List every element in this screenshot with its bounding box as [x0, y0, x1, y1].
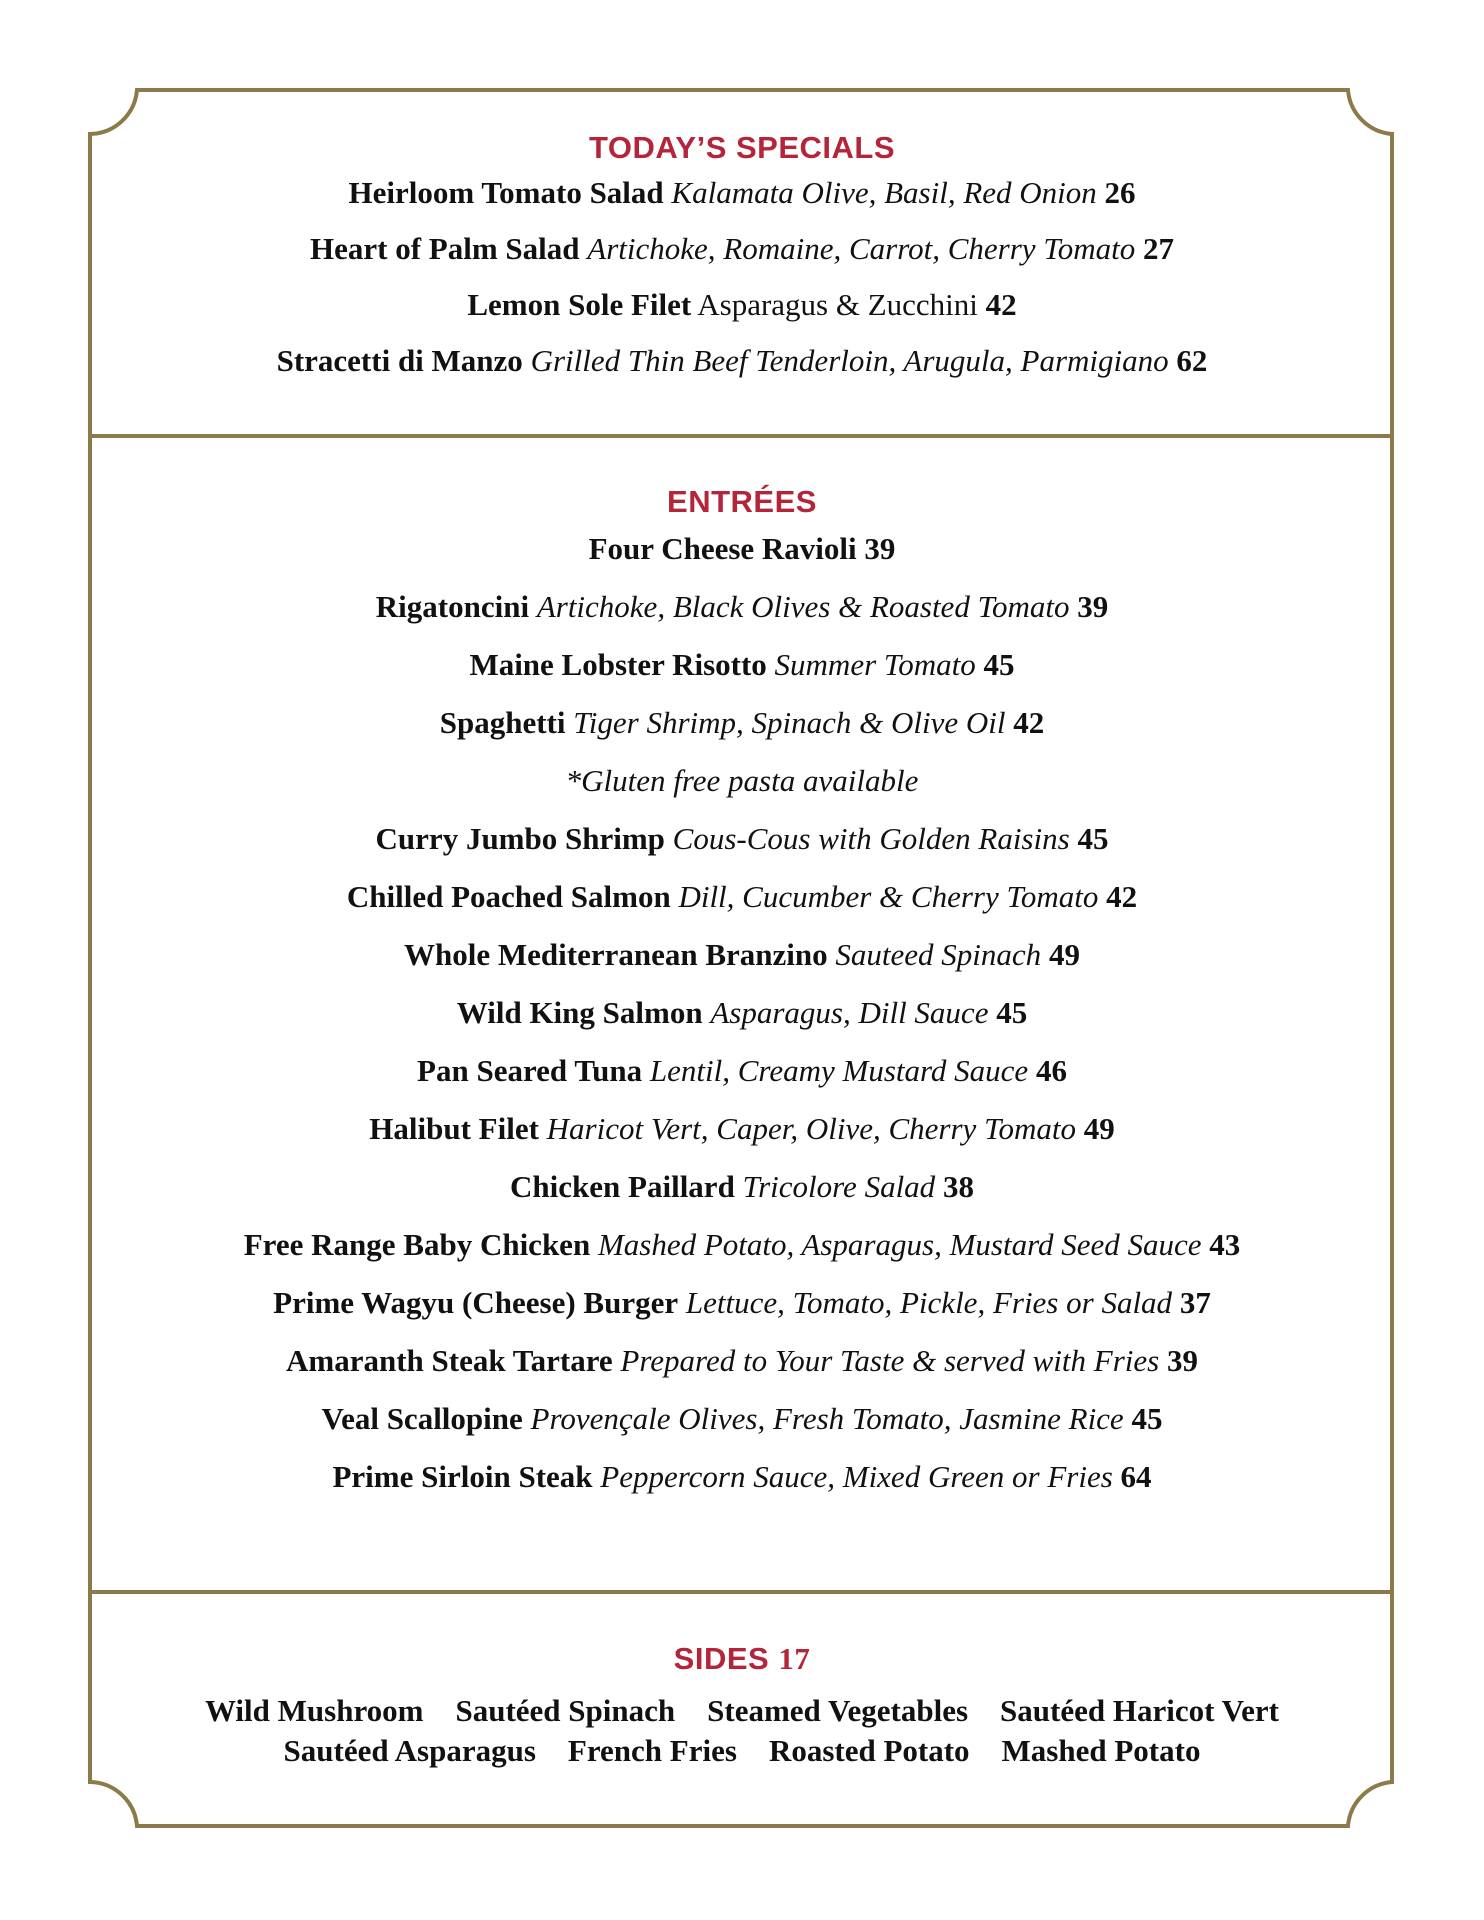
item-name: Lemon Sole Filet — [467, 287, 692, 322]
side-item: Roasted Potato — [768, 1733, 970, 1768]
item-name: Wild King Salmon — [456, 995, 703, 1030]
item-description: Tricolore Salad — [742, 1169, 936, 1204]
menu-item — [95, 1168, 1389, 1206]
item-price: 45 — [996, 995, 1028, 1030]
item-price: 43 — [1209, 1227, 1241, 1262]
entrees-heading: ENTRÉES — [667, 484, 817, 519]
item-name: Whole Mediterranean Branzino — [404, 937, 828, 972]
menu-item — [95, 174, 1389, 212]
menu-item — [95, 1284, 1389, 1322]
item-name: Maine Lobster Risotto — [469, 647, 767, 682]
side-item: Wild Mushroom — [204, 1693, 424, 1728]
item-price: 38 — [942, 1169, 974, 1204]
item-price: 39 — [1077, 589, 1109, 624]
item-name: Veal Scallopine — [321, 1401, 523, 1436]
item-name: Prime Sirloin Steak — [332, 1459, 593, 1494]
menu-item — [95, 704, 1389, 742]
item-name: Spaghetti — [439, 705, 566, 740]
menu-item — [95, 994, 1389, 1032]
menu-item — [95, 230, 1389, 268]
item-price: 42 — [985, 287, 1017, 322]
sides-row-1 — [95, 1691, 1389, 1731]
item-name: Chicken Paillard — [510, 1169, 735, 1204]
item-name: Heart of Palm Salad — [310, 231, 580, 266]
item-description: Lentil, Creamy Mustard Sauce — [649, 1053, 1029, 1088]
item-name: Amaranth Steak Tartare — [286, 1343, 613, 1378]
item-price: 45 — [1131, 1401, 1163, 1436]
item-description: Sauteed Spinach — [835, 937, 1042, 972]
menu-item — [95, 1052, 1389, 1090]
item-price: 42 — [1106, 879, 1138, 914]
menu-item — [95, 1458, 1389, 1496]
item-price: 39 — [1166, 1343, 1198, 1378]
specials-section — [95, 130, 1389, 398]
menu-item — [95, 588, 1389, 626]
item-name: Chilled Poached Salmon — [346, 879, 671, 914]
menu-item — [95, 342, 1389, 380]
item-price: 27 — [1142, 231, 1174, 266]
menu-note: *Gluten free pasta available — [565, 763, 919, 798]
sides-title: SIDES — [673, 1641, 770, 1676]
item-name: Prime Wagyu (Cheese) Burger — [273, 1285, 679, 1320]
item-description: Haricot Vert, Caper, Olive, Cherry Tomato — [546, 1111, 1076, 1146]
item-description: Cous-Cous with Golden Raisins — [672, 821, 1070, 856]
item-description: Prepared to Your Taste & served with Fries — [620, 1343, 1160, 1378]
item-name: Free Range Baby Chicken — [243, 1227, 591, 1262]
item-description: Artichoke, Romaine, Carrot, Cherry Tomato — [587, 231, 1136, 266]
menu-item — [95, 646, 1389, 684]
item-price: 62 — [1176, 343, 1208, 378]
sides-row-2 — [95, 1731, 1389, 1771]
side-item: Mashed Potato — [1001, 1733, 1201, 1768]
item-description: Provençale Olives, Fresh Tomato, Jasmine Rice — [530, 1401, 1124, 1436]
menu-item — [95, 530, 1389, 568]
item-description: Dill, Cucumber & Cherry Tomato — [678, 879, 1099, 914]
item-price: 46 — [1035, 1053, 1067, 1088]
item-name: Stracetti di Manzo — [276, 343, 523, 378]
menu-item — [95, 1110, 1389, 1148]
item-name: Rigatoncini — [375, 589, 530, 624]
item-description: Summer Tomato — [774, 647, 976, 682]
item-price: 39 — [864, 531, 896, 566]
item-price: 45 — [983, 647, 1015, 682]
sides-heading — [95, 1641, 1389, 1677]
item-price: 49 — [1083, 1111, 1115, 1146]
side-item: French Fries — [567, 1733, 737, 1768]
item-price: 37 — [1179, 1285, 1211, 1320]
sides-section — [95, 1641, 1389, 1771]
item-description: Mashed Potato, Asparagus, Mustard Seed Sauce — [597, 1227, 1202, 1262]
item-description: Lettuce, Tomato, Pickle, Fries or Salad — [685, 1285, 1173, 1320]
menu-item — [95, 820, 1389, 858]
side-item: Sautéed Spinach — [455, 1693, 676, 1728]
item-price: 64 — [1120, 1459, 1152, 1494]
specials-heading: TODAY’S SPECIALS — [588, 130, 896, 165]
side-item: Steamed Vegetables — [707, 1693, 969, 1728]
item-description: Tiger Shrimp, Spinach & Olive Oil — [573, 705, 1006, 740]
menu-item — [95, 936, 1389, 974]
item-price: 26 — [1104, 175, 1136, 210]
menu-item — [95, 1226, 1389, 1264]
item-name: Heirloom Tomato Salad — [348, 175, 664, 210]
item-name: Curry Jumbo Shrimp — [375, 821, 665, 856]
item-name: Four Cheese Ravioli — [588, 531, 857, 566]
entrees-list — [95, 530, 1389, 1496]
item-name: Pan Seared Tuna — [417, 1053, 643, 1088]
side-item: Sautéed Asparagus — [283, 1733, 536, 1768]
sides-price: 17 — [778, 1641, 811, 1676]
menu-item — [95, 878, 1389, 916]
side-item: Sautéed Haricot Vert — [1000, 1693, 1279, 1728]
item-description: Asparagus & Zucchini — [697, 287, 978, 322]
item-price: 49 — [1048, 937, 1080, 972]
item-name: Halibut Filet — [369, 1111, 539, 1146]
item-description: Asparagus, Dill Sauce — [710, 995, 989, 1030]
item-description: Artichoke, Black Olives & Roasted Tomato — [536, 589, 1070, 624]
item-description: Grilled Thin Beef Tenderloin, Arugula, Parmigiano — [530, 343, 1169, 378]
item-description: Kalamata Olive, Basil, Red Onion — [671, 175, 1097, 210]
entrees-section — [95, 484, 1389, 1516]
item-price: 42 — [1013, 705, 1045, 740]
specials-list — [95, 174, 1389, 380]
item-price: 45 — [1077, 821, 1109, 856]
menu-item — [95, 1400, 1389, 1438]
menu-item — [95, 286, 1389, 324]
item-description: Peppercorn Sauce, Mixed Green or Fries — [600, 1459, 1113, 1494]
menu-item — [95, 1342, 1389, 1380]
